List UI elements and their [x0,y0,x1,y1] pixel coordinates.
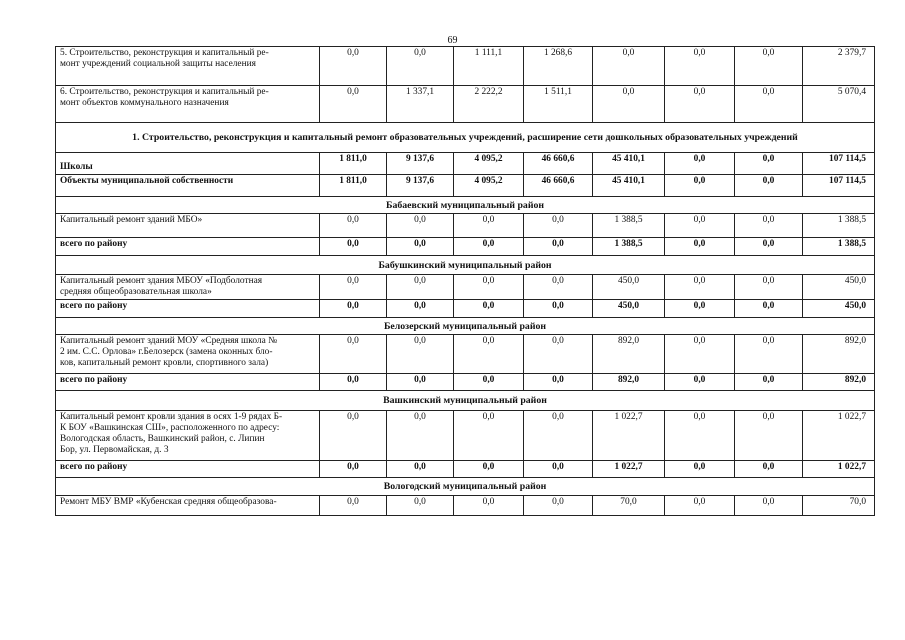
value-cell: 1 511,1 [524,86,593,123]
value-cell: 4 095,2 [454,175,524,197]
value-cell: 0,0 [454,238,524,256]
value-cell: 0,0 [387,411,454,461]
row-name: Объекты муниципальной собственности [56,175,320,197]
value-cell: 0,0 [665,175,735,197]
total-row [56,153,875,175]
value-cell: 0,0 [454,335,524,374]
value-cell: 46 660,6 [524,153,593,175]
total-row [56,461,875,478]
table-row [56,86,875,123]
section-header-row [56,197,875,214]
section-header-row [56,478,875,496]
total-row [56,374,875,391]
value-cell: 450,0 [593,300,665,318]
value-cell: 0,0 [320,496,387,516]
value-cell: 0,0 [735,300,803,318]
table-row [56,335,875,374]
table-row [56,275,875,300]
value-cell: 0,0 [387,335,454,374]
value-cell: 0,0 [735,175,803,197]
value-cell: 0,0 [320,238,387,256]
value-cell: 0,0 [320,47,387,86]
value-cell: 0,0 [593,86,665,123]
value-cell: 0,0 [387,47,454,86]
section-title: 1. Строительство, реконструкция и капитальный ремонт образовательных учреждений, расширение сети дошкольных образовательных учреждений [56,123,875,153]
row-name: 5. Строительство, реконструкция и капитальный ре- монт учреждений социальной защиты населения [56,47,320,86]
value-cell: 0,0 [665,461,735,478]
value-cell: 0,0 [593,47,665,86]
value-cell: 0,0 [387,238,454,256]
value-cell: 892,0 [803,335,875,374]
value-cell: 1 811,0 [320,175,387,197]
value-cell: 0,0 [665,86,735,123]
value-cell: 46 660,6 [524,175,593,197]
value-cell: 0,0 [387,461,454,478]
value-cell: 0,0 [320,411,387,461]
value-cell: 1 388,5 [803,214,875,238]
value-cell: 45 410,1 [593,153,665,175]
value-cell: 0,0 [524,411,593,461]
value-cell: 0,0 [320,214,387,238]
value-cell: 0,0 [665,496,735,516]
row-name: Школы [56,153,320,175]
value-cell: 2 379,7 [803,47,875,86]
value-cell: 70,0 [803,496,875,516]
row-name: Капитальный ремонт здания МБОУ «Подболотная средняя общеобразовательная школа» [56,275,320,300]
row-name: Капитальный ремонт зданий МОУ «Средняя школа № 2 им. С.С. Орлова» г.Белозерск (замена оконных бло- ков, капитальный ремонт кровли, спортивного зала) [56,335,320,374]
budget-table [55,46,875,516]
value-cell: 0,0 [665,214,735,238]
value-cell: 0,0 [524,238,593,256]
value-cell: 1 022,7 [803,411,875,461]
value-cell: 0,0 [387,496,454,516]
value-cell: 0,0 [735,47,803,86]
value-cell: 0,0 [320,86,387,123]
value-cell: 0,0 [524,300,593,318]
row-name: всего по району [56,300,320,318]
value-cell: 0,0 [735,275,803,300]
value-cell: 0,0 [735,86,803,123]
value-cell: 4 095,2 [454,153,524,175]
section-header-row [56,256,875,275]
value-cell: 450,0 [803,275,875,300]
value-cell: 0,0 [320,275,387,300]
value-cell: 1 388,5 [803,238,875,256]
value-cell: 0,0 [735,374,803,391]
value-cell: 107 114,5 [803,175,875,197]
value-cell: 1 337,1 [387,86,454,123]
value-cell: 0,0 [665,335,735,374]
total-row [56,300,875,318]
section-title: Бабаевский муниципальный район [56,197,875,214]
section-title: Белозерский муниципальный район [56,318,875,335]
value-cell: 450,0 [593,275,665,300]
value-cell: 0,0 [454,300,524,318]
value-cell: 892,0 [593,335,665,374]
row-name: 6. Строительство, реконструкция и капитальный ре- монт объектов коммунального назначения [56,86,320,123]
value-cell: 0,0 [320,374,387,391]
section-title: Вологодский муниципальный район [56,478,875,496]
value-cell: 892,0 [803,374,875,391]
value-cell: 5 070,4 [803,86,875,123]
value-cell: 0,0 [524,374,593,391]
value-cell: 0,0 [665,275,735,300]
value-cell: 0,0 [665,238,735,256]
row-name: Ремонт МБУ ВМР «Кубенская средняя общеобразова- [56,496,320,516]
value-cell: 0,0 [387,374,454,391]
value-cell: 9 137,6 [387,153,454,175]
value-cell: 1 111,1 [454,47,524,86]
table-row [56,214,875,238]
value-cell: 0,0 [454,461,524,478]
value-cell: 0,0 [735,411,803,461]
value-cell: 0,0 [735,214,803,238]
value-cell: 1 022,7 [593,411,665,461]
section-header-row [56,391,875,411]
value-cell: 0,0 [524,275,593,300]
row-name: Капитальный ремонт зданий МБО» [56,214,320,238]
section-title: Бабушкинский муниципальный район [56,256,875,275]
value-cell: 0,0 [524,461,593,478]
value-cell: 1 022,7 [803,461,875,478]
row-name: Капитальный ремонт кровли здания в осях 1-9 рядах Б- К БОУ «Вашкинская СШ», расположенного по адресу: Вологодская область, Вашкинский район, с. Липин Бор, ул. Первомайская, д. 3 [56,411,320,461]
value-cell: 45 410,1 [593,175,665,197]
section-header-row [56,123,875,153]
value-cell: 0,0 [454,496,524,516]
value-cell: 0,0 [524,214,593,238]
section-title: Вашкинский муниципальный район [56,391,875,411]
table-row [56,47,875,86]
value-cell: 70,0 [593,496,665,516]
value-cell: 0,0 [454,411,524,461]
value-cell: 2 222,2 [454,86,524,123]
value-cell: 0,0 [665,300,735,318]
value-cell: 0,0 [735,461,803,478]
value-cell: 0,0 [524,496,593,516]
value-cell: 0,0 [387,214,454,238]
value-cell: 0,0 [735,238,803,256]
table-row [56,496,875,516]
value-cell: 9 137,6 [387,175,454,197]
value-cell: 1 268,6 [524,47,593,86]
value-cell: 0,0 [387,275,454,300]
value-cell: 0,0 [320,335,387,374]
value-cell: 1 388,5 [593,214,665,238]
section-header-row [56,318,875,335]
row-name: всего по району [56,461,320,478]
row-name: всего по району [56,374,320,391]
page-number: 69 [447,35,458,46]
value-cell: 0,0 [454,374,524,391]
value-cell: 0,0 [665,374,735,391]
value-cell: 0,0 [454,275,524,300]
value-cell: 1 022,7 [593,461,665,478]
table-row [56,411,875,461]
total-row [56,238,875,256]
value-cell: 0,0 [320,300,387,318]
row-name: всего по району [56,238,320,256]
value-cell: 0,0 [735,153,803,175]
value-cell: 0,0 [665,47,735,86]
value-cell: 0,0 [735,496,803,516]
value-cell: 0,0 [454,214,524,238]
value-cell: 0,0 [387,300,454,318]
total-row [56,175,875,197]
value-cell: 892,0 [593,374,665,391]
value-cell: 1 388,5 [593,238,665,256]
value-cell: 107 114,5 [803,153,875,175]
value-cell: 0,0 [524,335,593,374]
value-cell: 0,0 [320,461,387,478]
value-cell: 0,0 [735,335,803,374]
value-cell: 0,0 [665,153,735,175]
value-cell: 1 811,0 [320,153,387,175]
value-cell: 0,0 [665,411,735,461]
value-cell: 450,0 [803,300,875,318]
